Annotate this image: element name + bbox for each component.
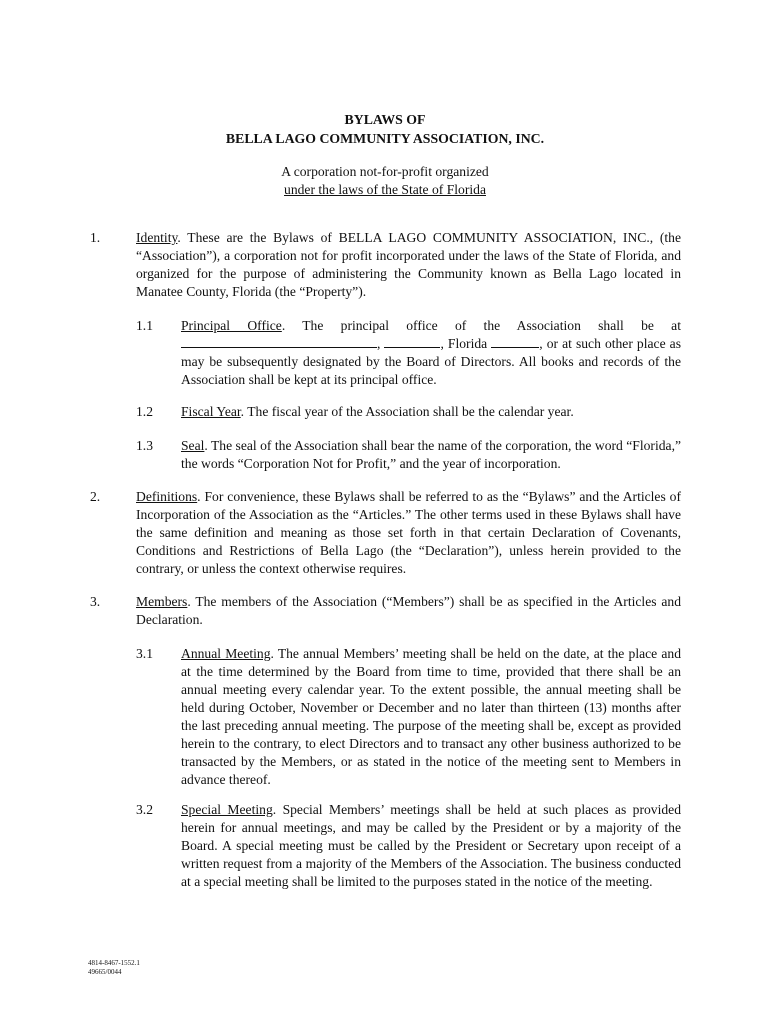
section-2-heading: Definitions	[136, 489, 198, 504]
section-2-text: . For convenience, these Bylaws shall be referred to as the “Bylaws” and the Articles of Incorporation of the Association as the “Articles.” The other terms used in these Bylaws shall have the same definition and meaning as those set forth in that certain Declaration of Covenants, Conditions and Restrictions of Bella Lago (the “Declaration”), unless herein provided to the contrary, or unless the context otherwise requires.	[136, 489, 681, 576]
footer-matter-number: 49665/0044	[88, 968, 122, 976]
section-1-2-number: 1.2	[136, 404, 153, 419]
section-3-number: 3.	[90, 594, 101, 609]
section-1-heading: Identity	[136, 230, 178, 245]
section-1-3-text: . The seal of the Association shall bear the name of the corporation, the word “Florida,” the words “Corporation Not for Profit,” and the year of incorporation.	[181, 438, 681, 471]
city-blank[interactable]	[384, 335, 440, 348]
section-3-heading: Members	[136, 594, 188, 609]
section-3-2-number: 3.2	[136, 802, 153, 817]
section-3-1-text: . The annual Members’ meeting shall be held on the date, at the place and at the time determined by the Board from time to time, provided that there shall be an annual meeting every calendar year. To the extent possible, the annual meeting shall be held during October, November or December and no later than thirteen (13) months after the last preceding annual meeting. The purpose of the meeting shall be, except as provided herein to the contrary, to elect Directors and to transact any other business authorized to be transacted by the Members, or as stated in the notice of the meeting sent to Members in advance thereof.	[181, 646, 681, 787]
section-1-3-number: 1.3	[136, 438, 153, 453]
section-1-2-heading: Fiscal Year	[181, 404, 241, 419]
section-3-2-paragraph	[181, 801, 681, 891]
subtitle-line-2: under the laws of the State of Florida	[284, 182, 486, 197]
section-1-1-paragraph	[181, 317, 681, 389]
section-1-1-text-d: , or at such other place as may be subsequently designated by the Board of Directors. All books and records of the Association shall be kept at its principal office.	[181, 336, 681, 387]
address-blank[interactable]	[181, 335, 377, 348]
section-1-1-text-a: . The principal office of the Association shall be at	[281, 318, 681, 333]
section-3-1-number: 3.1	[136, 646, 153, 661]
section-2-number: 2.	[90, 489, 101, 504]
section-1-1-heading: Principal Office	[181, 318, 282, 333]
document-footer	[88, 959, 140, 977]
section-1-paragraph	[136, 229, 681, 301]
section-1-1-text-c: , Florida	[440, 336, 488, 351]
section-3-2-text: . Special Members’ meetings shall be held at such places as provided herein for annual meetings, and may be called by the President or by a majority of the Board. A special meeting must be called by the President or Secretary upon receipt of a written request from a majority of the Members of the Association. The business conducted at a special meeting shall be limited to the purposes stated in the notice of the meeting.	[181, 802, 681, 889]
section-3-2-heading: Special Meeting	[181, 802, 273, 817]
section-3-1-heading: Annual Meeting	[181, 646, 271, 661]
section-1-3-heading: Seal	[181, 438, 205, 453]
footer-doc-number: 4814-8467-1552.1	[88, 959, 140, 967]
title-line-2: BELLA LAGO COMMUNITY ASSOCIATION, INC.	[225, 131, 545, 146]
subtitle-line-1: A corporation not-for-profit organized	[281, 164, 489, 179]
section-1-1-text-b: ,	[377, 336, 381, 351]
section-3-1-paragraph	[181, 645, 681, 789]
section-1-1-number: 1.1	[136, 318, 153, 333]
section-1-text: . These are the Bylaws of BELLA LAGO COMMUNITY ASSOCIATION, INC., (the “Association”), a corporation not for profit incorporated under the laws of the State of Florida, and organized for the purpose of administering the Community known as Bella Lago located in Manatee County, Florida (the “Property”).	[136, 230, 681, 299]
section-3-text: . The members of the Association (“Members”) shall be as specified in the Articles and Declaration.	[136, 594, 681, 627]
zip-blank[interactable]	[491, 335, 539, 348]
section-1-2-paragraph	[181, 403, 681, 421]
section-3-paragraph	[136, 593, 681, 629]
section-1-3-paragraph	[181, 437, 681, 473]
section-1-2-text: . The fiscal year of the Association shall be the calendar year.	[240, 404, 574, 419]
section-1-number: 1.	[90, 230, 101, 245]
title-line-1: BYLAWS OF	[344, 112, 426, 127]
section-2-paragraph	[136, 488, 681, 578]
